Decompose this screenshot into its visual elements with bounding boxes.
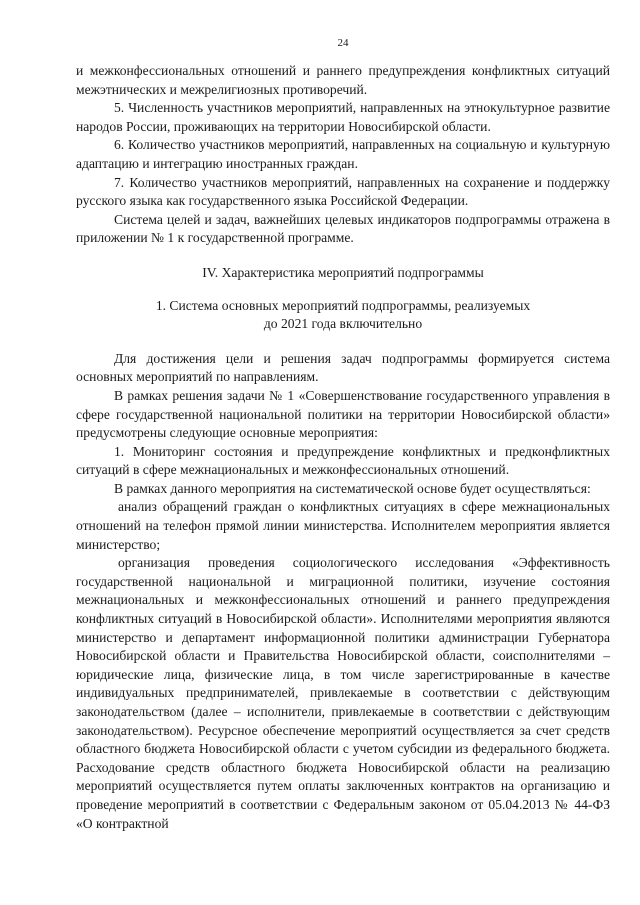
- spacer: [76, 283, 610, 297]
- paragraph-measure-1: 1. Мониторинг состояния и предупреждение конфликтных и предконфликтных ситуаций в сфере межнациональных и межконфессиональных отношений.: [76, 443, 610, 478]
- paragraph-appeals-analysis: анализ обращений граждан о конфликтных ситуациях в сфере межнациональных отношений на телефон прямой линии министерства. Исполнителем мероприятия является министерство;: [76, 499, 610, 552]
- paragraph-continuation: и межконфессиональных отношений и раннего предупреждения конфликтных ситуаций межэтнических и межрелигиозных противоречий.: [76, 63, 610, 97]
- paragraph-intro: Для достижения цели и решения задач подпрограммы формируется система основных мероприятий по направлениям.: [76, 350, 610, 385]
- spacer: [76, 334, 610, 350]
- paragraph-indicator-7: 7. Количество участников мероприятий, направленных на сохранение и поддержку русского языка как государственного языка Российской Федерации.: [76, 174, 610, 209]
- document-page: [76, 36, 610, 833]
- paragraph-task-1: В рамках решения задачи № 1 «Совершенствование государственного управления в сфере государственной национальной политики на территории Новосибирской области» предусмотрены следующие основные мероприятия:: [76, 387, 610, 441]
- section-heading: IV. Характеристика мероприятий подпрограммы: [202, 264, 484, 280]
- paragraph-goals-system: Система целей и задач, важнейших целевых индикаторов подпрограммы отражена в приложении № 1 к государственной программе.: [76, 211, 610, 246]
- spacer: [76, 248, 610, 264]
- paragraph-indicator-5: 5. Численность участников мероприятий, направленных на этнокультурное развитие народов России, проживающих на территории Новосибирской области.: [76, 100, 610, 134]
- paragraph-indicator-6: 6. Количество участников мероприятий, направленных на социальную и культурную адаптацию и интеграцию иностранных граждан.: [76, 137, 610, 171]
- subsection-heading-line-2: до 2021 года включительно: [263, 316, 423, 332]
- paragraph-measure-scope: В рамках данного мероприятия на систематической основе будет осуществляться:: [114, 480, 591, 496]
- paragraph-sociological-research: организация проведения социологического исследования «Эффективность государственной национальной и миграционной политики, изучение состояния межнациональных и межконфессиональных отношений и раннего предупреждения конфликтных ситуаций в Новосибирской области». Исполнителями мероприятия являются министерство и департамент информационной политики администрации Губернатора Новосибирской области и Правительства Новосибирской области, соисполнителями – юридические лица, физические лица, в том числе зарегистрированные в качестве индивидуальных предпринимателей, привлекаемые в соответствии с действующим законодательством (далее – исполнители, привлекаемые в соответствии с действующим законодательством). Ресурсное обеспечение мероприятий осуществляется за счет средств областного бюджета Новосибирской области с учетом субсидии из федерального бюджета. Расходование средств областного бюджета Новосибирской области на реализацию мероприятий осуществляется путем оплаты заключенных контрактов на организацию и проведение мероприятий в соответствии с Федеральным законом от 05.04.2013 № 44-ФЗ «О контрактной: [76, 555, 610, 831]
- page-number: 24: [337, 37, 349, 49]
- subsection-heading-line-1: 1. Система основных мероприятий подпрограммы, реализуемых: [155, 297, 531, 313]
